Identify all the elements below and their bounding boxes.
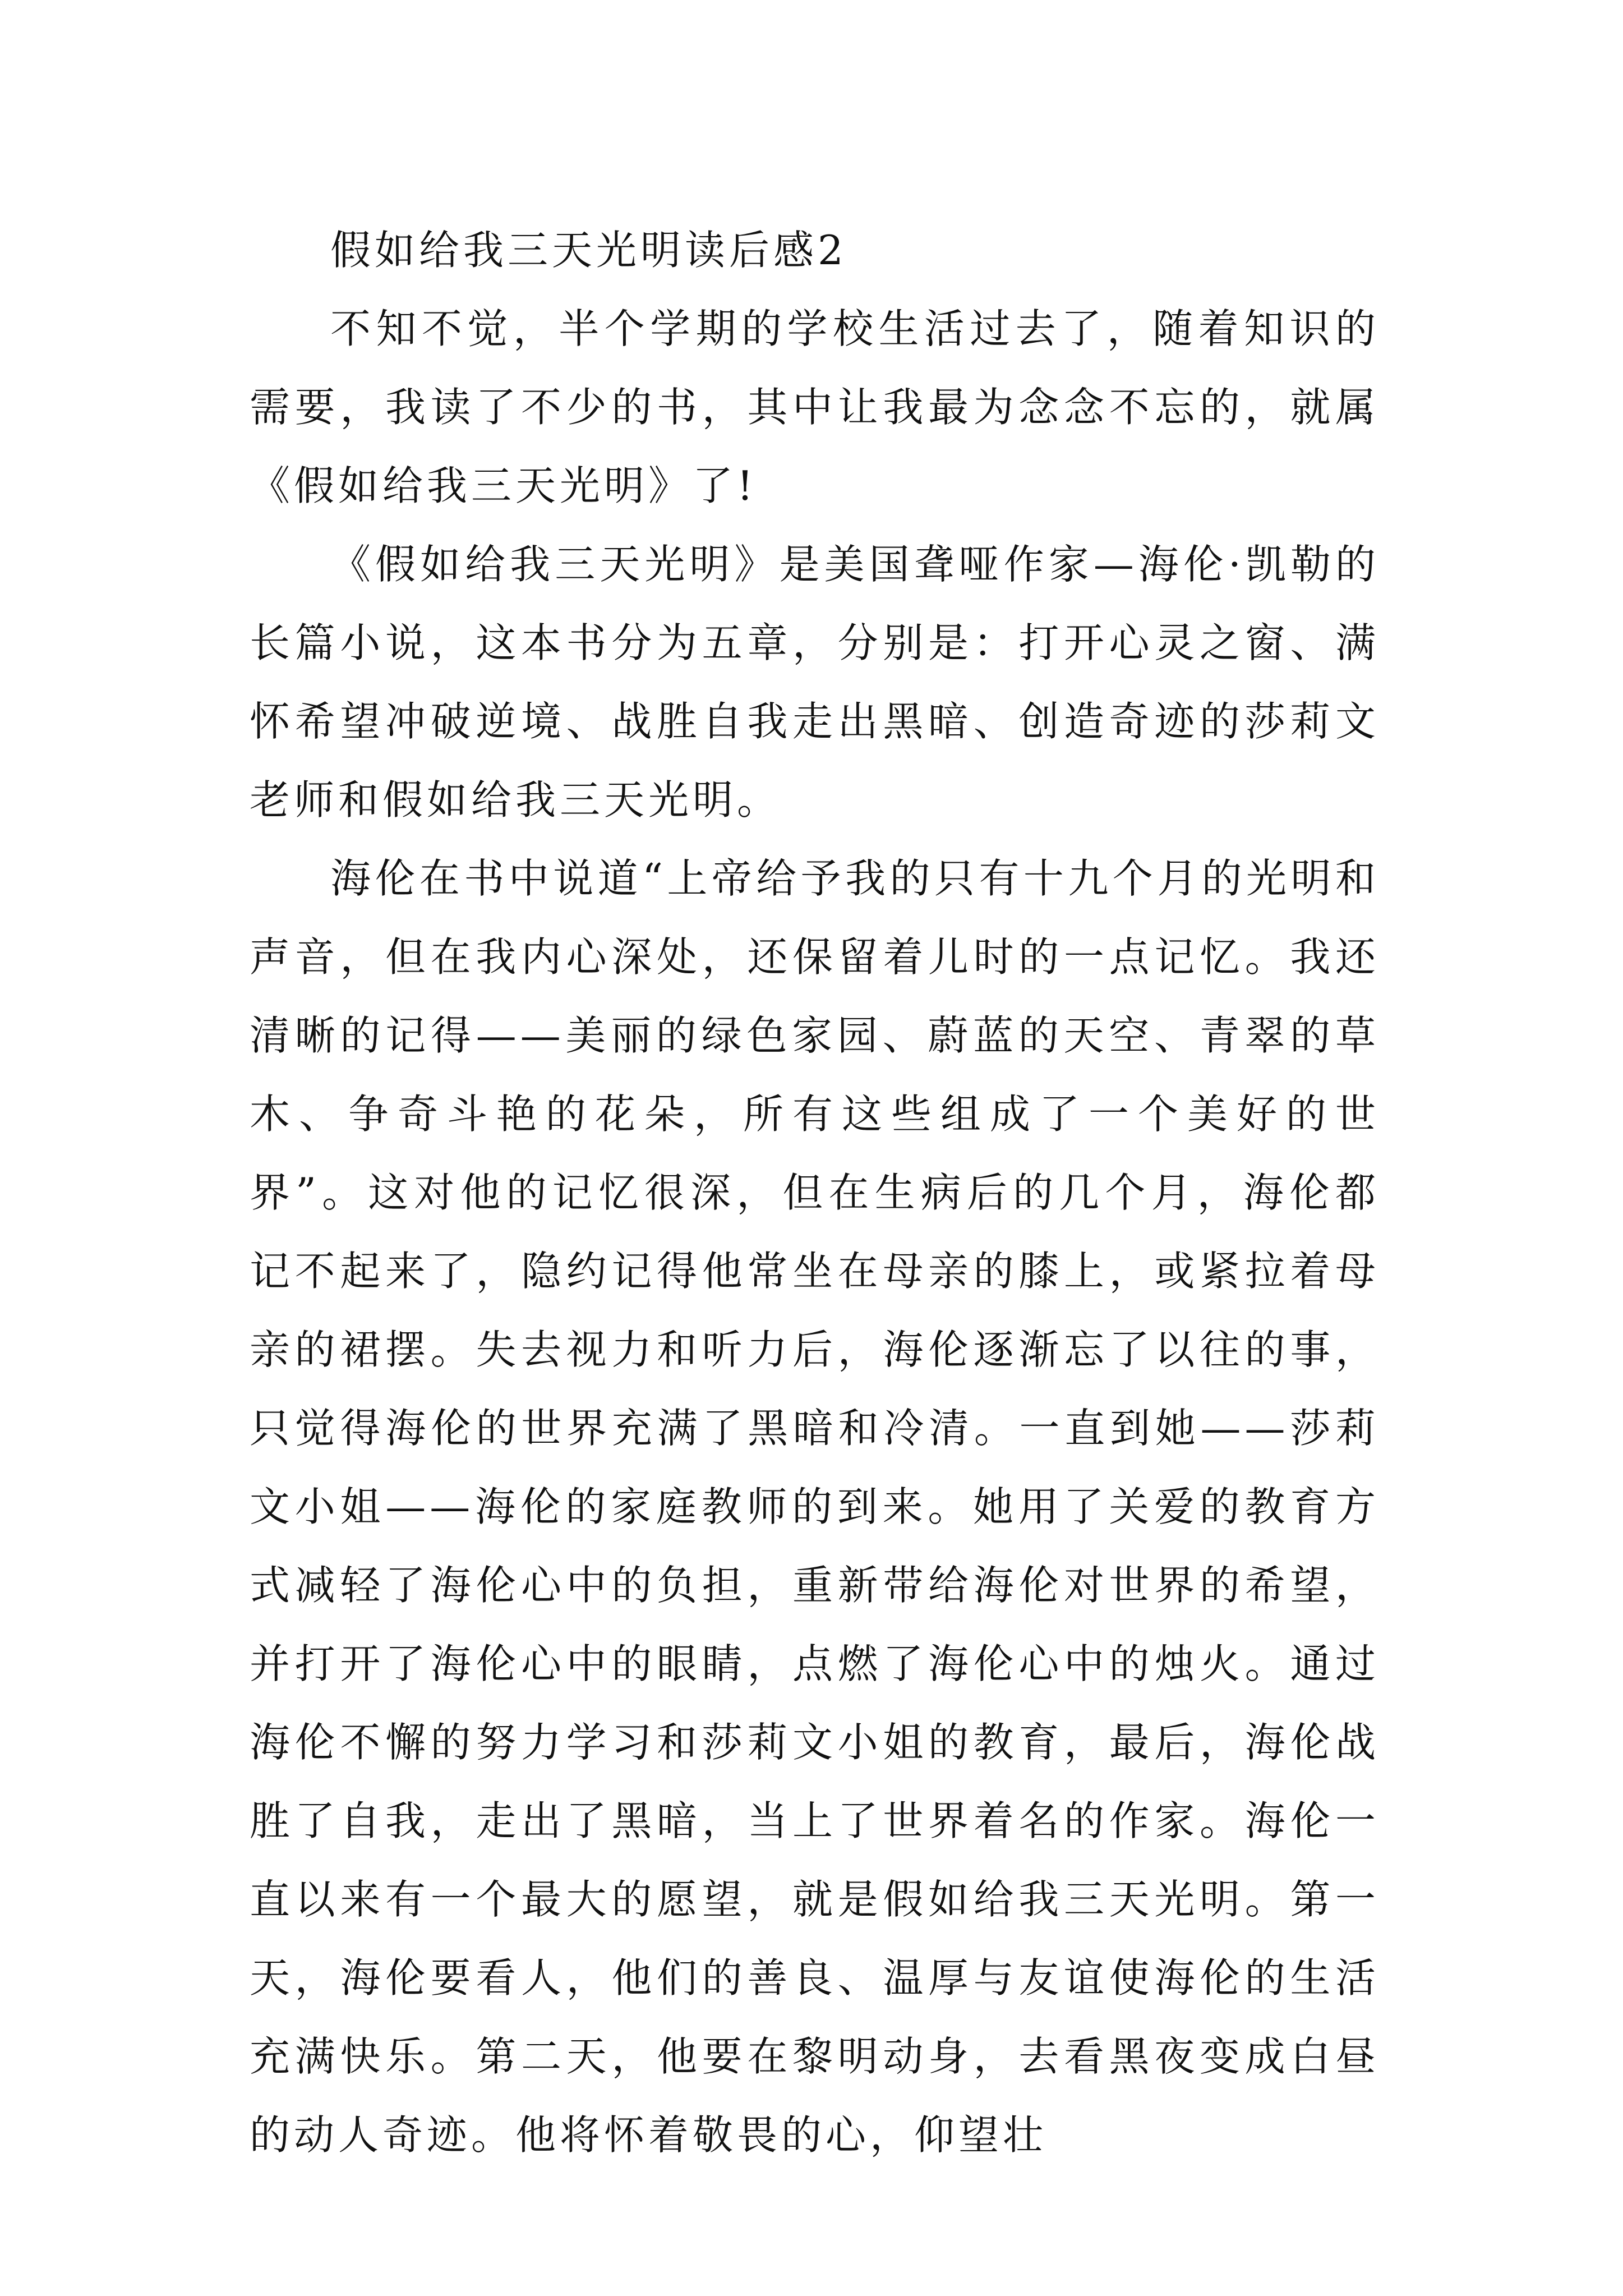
paragraph-1: 不知不觉，半个学期的学校生活过去了，随着知识的需要，我读了不少的书，其中让我最为念念不忘的，就属《假如给我三天光明》了! xyxy=(250,305,1380,509)
paragraph-3: 海伦在书中说道“上帝给予我的只有十九个月的光明和声音，但在我内心深处，还保留着儿时的一点记忆。我还清晰的记得——美丽的绿色家园、蔚蓝的天空、青翠的草木、争奇斗艳的花朵，所有这些组成了一个美好的世界”。这对他的记忆很深，但在生病后的几个月，海伦都记不起来了，隐约记得他常坐在母亲的膝上，或紧拉着母亲的裙摆。失去视力和听力后，海伦逐渐忘了以往的事，只觉得海伦的世界充满了黑暗和冷清。一直到她——莎莉文小姐——海伦的家庭教师的到来。她用了关爱的教育方式减轻了海伦心中的负担，重新带给海伦对世界的希望，并打开了海伦心中的眼睛，点燃了海伦心中的烛火。通过海伦不懈的努力学习和莎莉文小姐的教育，最后，海伦战胜了自我，走出了黑暗，当上了世界着名的作家。海伦一直以来有一个最大的愿望，就是假如给我三天光明。第一天，海伦要看人，他们的善良、温厚与友谊使海伦的生活充满快乐。第二天，他要在黎明动身，去看黑夜变成白昼的动人奇迹。他将怀着敬畏的心，仰望壮 xyxy=(250,855,1380,2159)
paragraph-2: 《假如给我三天光明》是美国聋哑作家—海伦·凯勒的长篇小说，这本书分为五章，分别是：打开心灵之窗、满怀希望冲破逆境、战胜自我走出黑暗、创造奇迹的莎莉文老师和假如给我三天光明。 xyxy=(250,541,1380,823)
document-title: 假如给我三天光明读后感2 xyxy=(330,227,847,274)
document-body xyxy=(250,211,1380,2174)
